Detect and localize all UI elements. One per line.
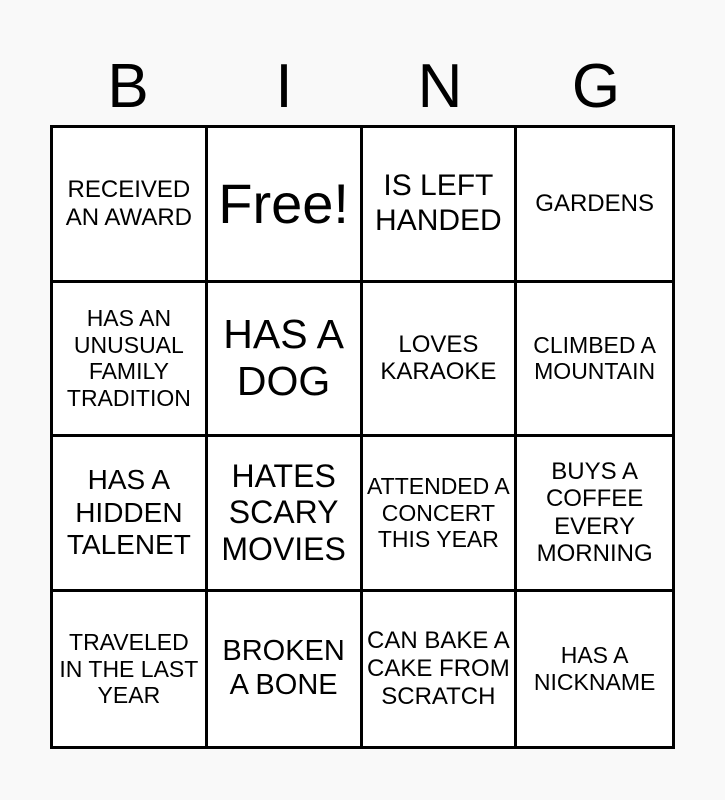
- cell-label: RECEIVED AN AWARD: [65, 176, 192, 231]
- cell-label: CLIMBED A MOUNTAIN: [533, 331, 656, 385]
- cell-label: HAS A DOG: [223, 311, 345, 405]
- bingo-cell[interactable]: [517, 592, 672, 747]
- bingo-cell[interactable]: [363, 437, 518, 592]
- cell-label: BUYS A COFFEE EVERY MORNING: [536, 457, 653, 568]
- cell-label: GARDENS: [535, 189, 654, 217]
- bingo-cell[interactable]: [517, 437, 672, 592]
- cell-label: BROKEN A BONE: [222, 635, 345, 701]
- bingo-header: [50, 52, 675, 122]
- cell-label: ATTENDED A CONCERT THIS YEAR: [367, 473, 510, 552]
- cell-label: Free!: [218, 171, 349, 235]
- cell-label: IS LEFT HANDED: [375, 169, 502, 237]
- header-letter-i: I: [275, 52, 293, 121]
- cell-label: HAS A HIDDEN TALENET: [66, 464, 191, 560]
- bingo-cell[interactable]: [53, 283, 208, 438]
- cell-label: HATES SCARY MOVIES: [221, 457, 346, 568]
- bingo-cell[interactable]: [53, 128, 208, 283]
- free-cell[interactable]: [208, 128, 363, 283]
- cell-label: CAN BAKE A CAKE FROM SCRATCH: [367, 627, 510, 710]
- cell-label: LOVES KARAOKE: [380, 330, 497, 386]
- bingo-grid: [50, 125, 675, 749]
- bingo-cell[interactable]: [517, 283, 672, 438]
- cell-label: HAS A NICKNAME: [533, 642, 656, 695]
- bingo-cell[interactable]: [53, 592, 208, 747]
- bingo-cell[interactable]: [363, 283, 518, 438]
- bingo-cell[interactable]: [208, 437, 363, 592]
- cell-label: TRAVELED IN THE LAST YEAR: [59, 629, 199, 708]
- bingo-cell[interactable]: [208, 592, 363, 747]
- bingo-cell[interactable]: [53, 437, 208, 592]
- bingo-cell[interactable]: [363, 128, 518, 283]
- bingo-cell[interactable]: [208, 283, 363, 438]
- header-letter-b: B: [107, 52, 149, 121]
- bingo-cell[interactable]: [363, 592, 518, 747]
- header-letter-n: N: [417, 52, 463, 121]
- header-letter-g: G: [571, 52, 621, 121]
- bingo-cell[interactable]: [517, 128, 672, 283]
- cell-label: HAS AN UNUSUAL FAMILY TRADITION: [66, 305, 191, 411]
